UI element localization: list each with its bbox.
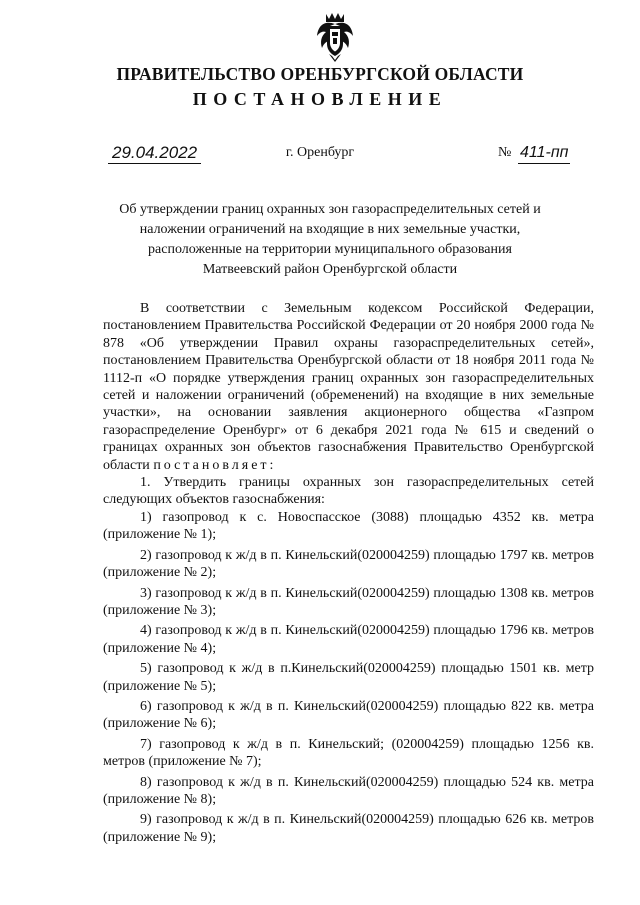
document-body (103, 300, 594, 849)
document-number-label: № (498, 145, 512, 160)
preamble-text: В соответствии с Земельным кодексом Российской Федерации, постановлением Правительства Российской Федерации от 20 ноября 2000 года № 878 «Об утверждении Правил охраны газораспределительных сетей», постановлением Правительства Оренбургской области от 18 ноября 2011 года № 1112-п «О порядке утверждения границ охранных зон газораспределительных сетей и наложении ограничений (обременений) на входящие в них земельные участки», на основании заявления акционерного общества «Газпром газораспределение Оренбург» от 6 декабря 2021 года № 615 и сведений о границах охранных зон объектов газоснабжения Правительство Оренбургской области (103, 301, 594, 473)
list-item: 7) газопровод к ж/д в п. Кинельский; (020004259) площадью 1256 кв. метров (приложение № 7); (103, 736, 594, 770)
document-meta (0, 143, 640, 167)
document-type: ПОСТАНОВЛЕНИЕ (192, 89, 448, 109)
subject-line: наложении ограничений на входящие в них земельные участки, (139, 222, 521, 237)
coat-of-arms-icon (314, 10, 356, 64)
list-item: 8) газопровод к ж/д в п. Кинельский(020004259) площадью 524 кв. метра (приложение № 8); (103, 774, 594, 807)
list-item: 1) газопровод к с. Новоспасское (3088) площадью 4352 кв. метра (приложение № 1); (103, 509, 594, 543)
list-item: 9) газопровод к ж/д в п. Кинельский(020004259) площадью 626 кв. метров (приложение № 9); (103, 812, 594, 845)
list-item: 5) газопровод к ж/д в п.Кинельский(020004259) площадью 1501 кв. метр (приложение № 5); (103, 661, 594, 694)
subject-line: расположенные на территории муниципального образования (148, 242, 512, 257)
list-item: 3) газопровод к ж/д в п. Кинельский(020004259) площадью 1308 кв. метров (приложение № 3); (103, 585, 594, 618)
document-date: 29.04.2022 (108, 143, 201, 164)
preamble-paragraph (103, 300, 594, 474)
subject-line: Об утверждении границ охранных зон газораспределительных сетей и (119, 202, 541, 217)
government-title: ПРАВИТЕЛЬСТВО ОРЕНБУРГСКОЙ ОБЛАСТИ (116, 64, 524, 84)
item-1: 1. Утвердить границы охранных зон газораспределительных сетей следующих объектов газоснабжения: (103, 475, 594, 508)
document-number: 411-пп (518, 143, 570, 164)
list-item: 2) газопровод к ж/д в п. Кинельский(020004259) площадью 1797 кв. метров (приложение № 2); (103, 547, 594, 581)
subject-line: Матвеевский район Оренбургской области (202, 262, 458, 277)
document-city: г. Оренбург (285, 145, 355, 160)
resolves-word: постановляет: (153, 457, 277, 473)
list-item: 4) газопровод к ж/д в п. Кинельский(020004259) площадью 1796 кв. метров (приложение № 4); (103, 623, 594, 656)
document-subject (100, 200, 560, 280)
list-item: 6) газопровод к ж/д в п. Кинельский(020004259) площадью 822 кв. метра (приложение № 6); (103, 698, 594, 732)
